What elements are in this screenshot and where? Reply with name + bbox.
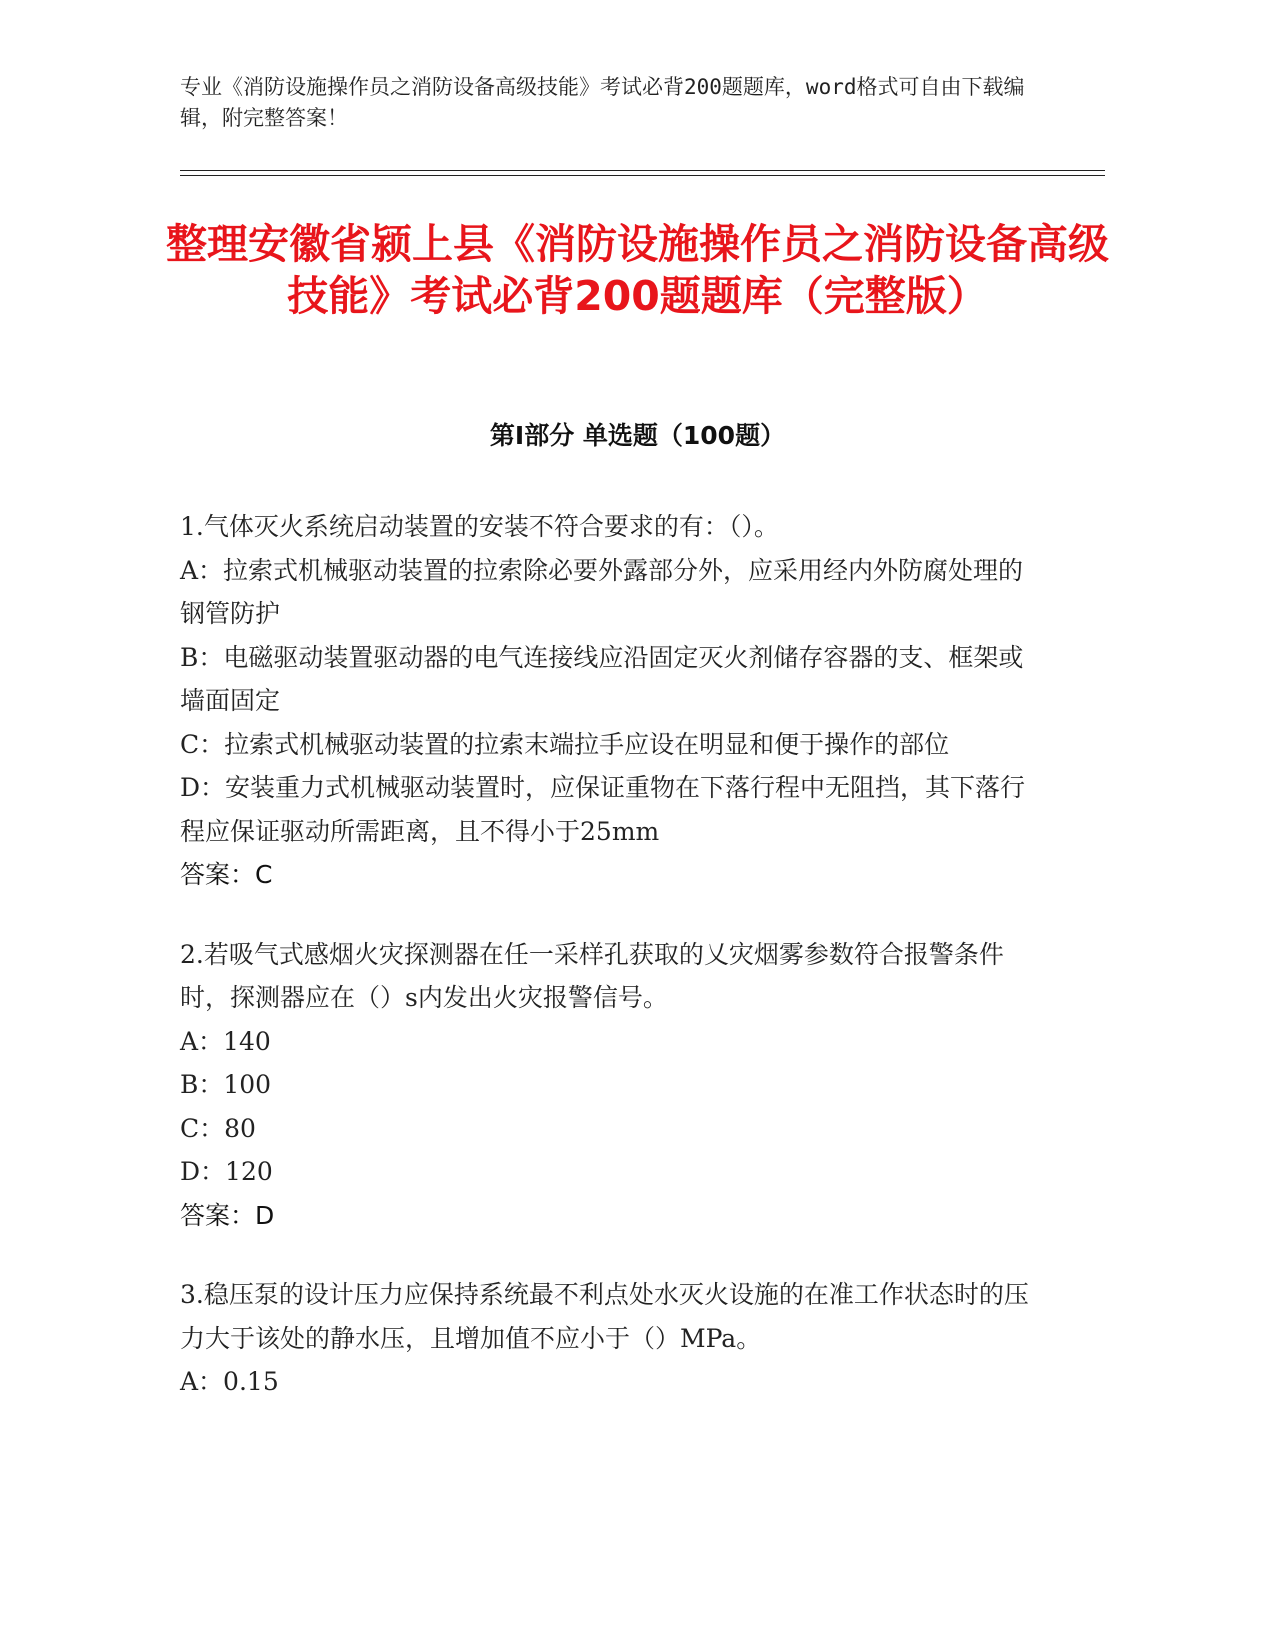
option-a: A：140 <box>180 1026 271 1056</box>
question-list <box>180 505 1030 1440</box>
answer: 答案：C <box>180 860 273 889</box>
option-a: A：0.15 <box>180 1367 279 1396</box>
header-divider-top <box>180 170 1105 171</box>
question-stem: 2.若吸气式感烟火灾探测器在任一采样孔获取的乂灾烟雾参数符合报警条件时，探测器应在（）s内发出火灾报警信号。 <box>180 939 1004 1012</box>
option-c: C：80 <box>180 1113 256 1143</box>
option-b: B：100 <box>180 1070 272 1099</box>
question-stem: 1.气体灭火系统启动装置的安装不符合要求的有：（）。 <box>180 512 779 541</box>
option-d: D：安装重力式机械驱动装置时，应保证重物在下落行程中无阻挡，其下落行程应保证驱动所需距离，且不得小于25mm <box>180 773 1026 846</box>
option-c: C：拉索式机械驱动装置的拉索末端拉手应设在明显和便于操作的部位 <box>180 729 950 759</box>
question-2 <box>180 933 1030 1238</box>
document-title: 整理安徽省颍上县《消防设施操作员之消防设备高级技能》考试必背200题题库（完整版） <box>166 220 1109 320</box>
section-heading: 第Ⅰ部分 单选题（100题） <box>489 421 786 450</box>
option-d: D：120 <box>180 1157 273 1186</box>
question-stem: 3.稳压泵的设计压力应保持系统最不利点处水灭火设施的在准工作状态时的压力大于该处的静水压，且增加值不应小于（）MPa。 <box>180 1280 1029 1353</box>
option-b: B：电磁驱动装置驱动器的电气连接线应沿固定灭火剂储存容器的支、框架或墙面固定 <box>180 642 1024 715</box>
question-3 <box>180 1273 1030 1404</box>
answer: 答案：D <box>180 1200 275 1230</box>
header-divider-bottom <box>180 175 1105 176</box>
question-1 <box>180 505 1030 897</box>
option-a: A：拉索式机械驱动装置的拉索除必要外露部分外，应采用经内外防腐处理的钢管防护 <box>180 555 1024 628</box>
intro-text: 专业《消防设施操作员之消防设备高级技能》考试必背200题题库，word格式可自由下载编辑，附完整答案！ <box>180 75 1025 130</box>
